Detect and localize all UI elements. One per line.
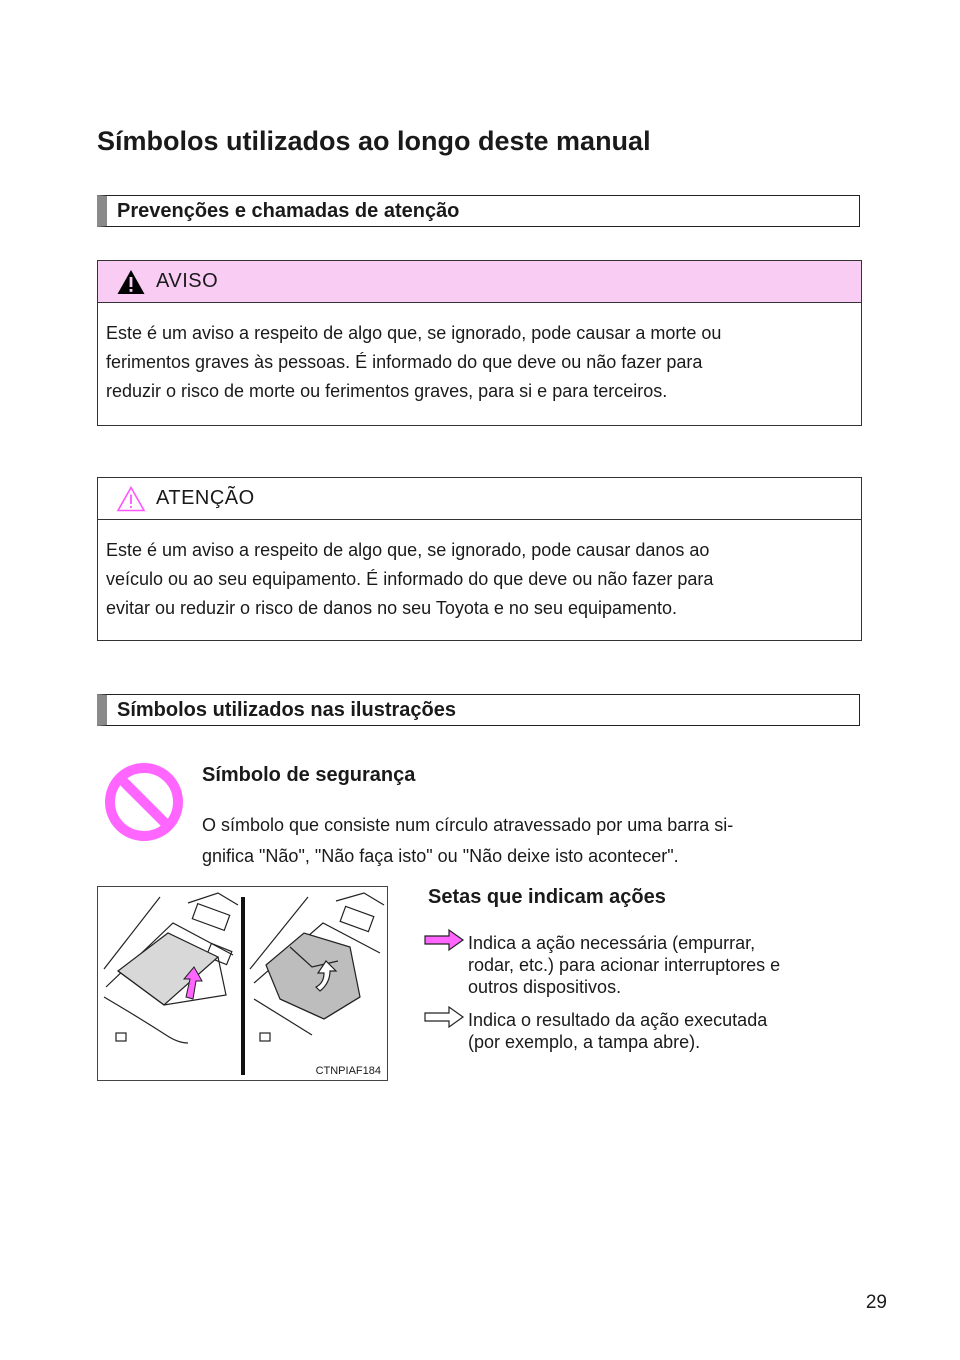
caution-box-header xyxy=(98,478,861,520)
result-text-line: (por exemplo, a tampa abre). xyxy=(468,1032,701,1052)
section-header-illustrations: Símbolos utilizados nas ilustrações xyxy=(97,694,860,726)
outline-arrow-icon xyxy=(423,1005,465,1029)
action-arrows-title: Setas que indicam ações xyxy=(428,886,666,908)
caution-text-line: Este é um aviso a respeito de algo que, se ignorado, pode causar danos ao xyxy=(106,540,710,560)
caution-text-line: evitar ou reduzir o risco de danos no seu Toyota e no seu equipamento. xyxy=(106,598,678,618)
filled-arrow-icon xyxy=(423,928,465,952)
illustration-panel xyxy=(97,886,388,1081)
illustration-code: CTNPIAF184 xyxy=(315,1065,381,1077)
warning-text xyxy=(98,303,861,406)
action-arrow-text xyxy=(468,932,848,998)
warning-box-header xyxy=(98,261,861,303)
warning-triangle-outline-icon xyxy=(116,485,146,513)
action-text-line: Indica a ação necessária (empurrar, xyxy=(468,933,756,953)
page-number: 29 xyxy=(865,1292,887,1313)
warning-box xyxy=(97,260,862,426)
caution-label: ATENÇÃO xyxy=(156,487,255,509)
warning-text-line: ferimentos graves às pessoas. É informado do que deve ou não fazer para xyxy=(106,352,703,372)
caution-box xyxy=(97,477,862,641)
warning-label: AVISO xyxy=(156,270,219,292)
action-text-line: rodar, etc.) para acionar interruptores e xyxy=(468,955,781,975)
action-text-line: outros dispositivos. xyxy=(468,977,622,997)
caution-text-line: veículo ou ao seu equipamento. É informado do que deve ou não fazer para xyxy=(106,569,714,589)
result-arrow-text xyxy=(468,1009,848,1053)
prohibition-icon xyxy=(104,762,184,842)
overhead-console-illustration xyxy=(98,887,387,1080)
safety-symbol-title: Símbolo de segurança xyxy=(202,764,416,786)
safety-text-line: gnifica "Não", "Não faça isto" ou "Não deixe isto acontecer". xyxy=(202,846,679,866)
warning-text-line: reduzir o risco de morte ou ferimentos graves, para si e para terceiros. xyxy=(106,381,668,401)
warning-text-line: Este é um aviso a respeito de algo que, se ignorado, pode causar a morte ou xyxy=(106,323,722,343)
section-header-precautions: Prevenções e chamadas de atenção xyxy=(97,195,860,227)
warning-triangle-filled-icon xyxy=(116,268,146,296)
safety-symbol-text xyxy=(202,810,852,872)
safety-text-line: O símbolo que consiste num círculo atravessado por uma barra si- xyxy=(202,815,734,835)
caution-text xyxy=(98,520,861,623)
result-text-line: Indica o resultado da ação executada xyxy=(468,1010,768,1030)
page-title: Símbolos utilizados ao longo deste manual xyxy=(97,126,651,156)
